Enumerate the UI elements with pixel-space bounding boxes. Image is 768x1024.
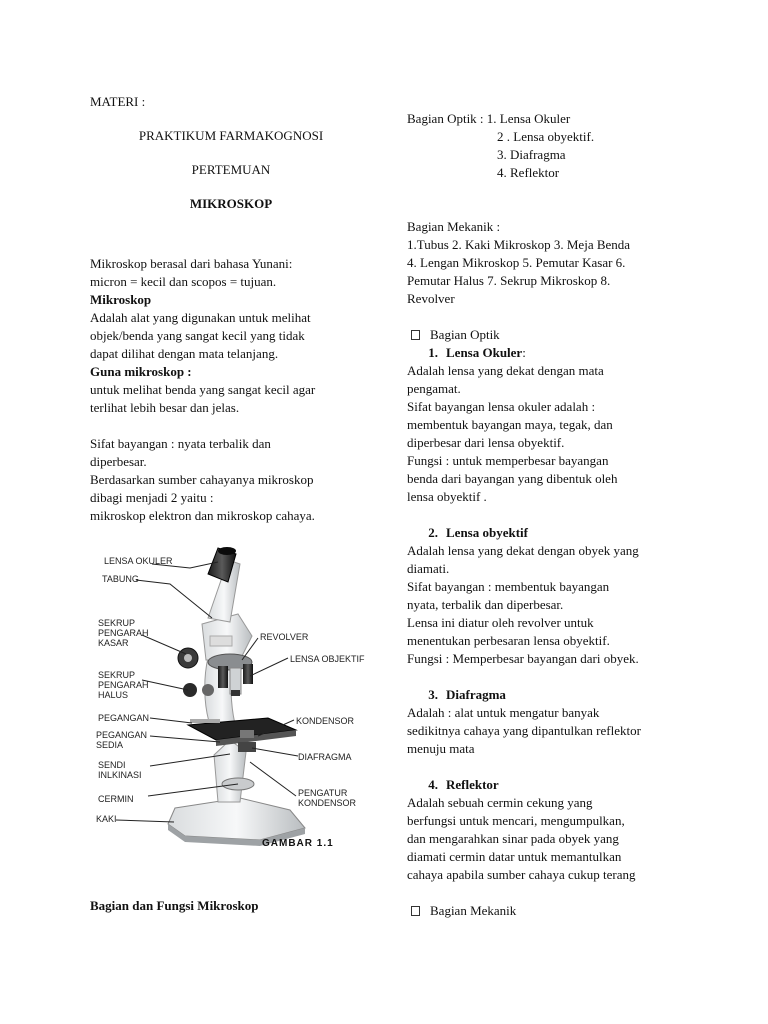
section-line: menentukan perbesaran lensa obyektif. — [407, 633, 610, 648]
label-tabung: TABUNG — [102, 574, 139, 584]
label-pegangan-sedia-1: PEGANGAN — [96, 730, 148, 740]
label-revolver: REVOLVER — [260, 632, 309, 642]
use-title: Guna mikroskop : — [90, 364, 192, 379]
mekanik-line: 4. Lengan Mikroskop 5. Pemutar Kasar 6. — [407, 255, 626, 270]
image-line: dibagi menjadi 2 yaitu : — [90, 490, 214, 505]
label-pengatur-1: PENGATUR — [298, 788, 348, 798]
label-lensa-objektif: LENSA OBJEKTIF — [290, 654, 365, 664]
image-line: Berdasarkan sumber cahayanya mikroskop — [90, 472, 314, 487]
section-line: Sifat bayangan : membentuk bayangan — [407, 579, 610, 594]
label-pengatur-2: KONDENSOR — [298, 798, 357, 808]
image-line: Sifat bayangan : nyata terbalik dan — [90, 436, 271, 451]
right-column — [407, 110, 697, 920]
section-line: Sifat bayangan lensa okuler adalah : — [407, 399, 596, 414]
section-heading-diafragma: 3. Diafragma — [428, 687, 506, 702]
use-line: terlihat lebih besar dan jelas. — [90, 400, 240, 415]
section-line: lensa obyektif . — [407, 489, 487, 504]
section-line: Adalah : alat untuk mengatur banyak — [407, 705, 600, 720]
microscope-drawing — [168, 547, 305, 846]
section-line: diamati. — [407, 561, 450, 576]
section-line: membentuk bayangan maya, tegak, dan — [407, 417, 613, 432]
optik-item: 2 . Lensa obyektif. — [497, 129, 595, 144]
label-sekrup-halus-2: PENGARAH — [98, 680, 149, 690]
optik-label: Bagian Optik : 1. Lensa Okuler — [407, 111, 571, 126]
label-sekrup-kasar-2: PENGARAH — [98, 628, 149, 638]
label-sendi-2: INLKINASI — [98, 770, 142, 780]
meeting-label: PERTEMUAN — [191, 162, 271, 177]
mekanik-title: Bagian Mekanik : — [407, 219, 501, 234]
section-heading-lensa-obyektif: 2. Lensa obyektif — [428, 525, 528, 540]
section-line: Lensa ini diatur oleh revolver untuk — [407, 615, 594, 630]
microscope-figure — [90, 540, 385, 855]
label-sekrup-kasar-1: SEKRUP — [98, 618, 136, 628]
label-pegangan-sedia-2: SEDIA — [96, 740, 124, 750]
section-heading-lensa-okuler: 1. Lensa Okuler : — [428, 345, 526, 360]
mekanik-line: 1.Tubus 2. Kaki Mikroskop 3. Meja Benda — [407, 237, 631, 252]
label-sekrup-kasar-3: KASAR — [98, 638, 129, 648]
left-footer-title: Bagian dan Fungsi Mikroskop — [90, 898, 259, 913]
course-title: PRAKTIKUM FARMAKOGNOSI — [138, 128, 324, 143]
section-line: dan mengarahkan sinar pada obyek yang — [407, 831, 619, 846]
label-sekrup-halus-1: SEKRUP — [98, 670, 136, 680]
mekanik-line: Revolver — [407, 291, 455, 306]
optik-item: 3. Diafragma — [497, 147, 566, 162]
section-line: berfungsi untuk mencari, mengumpulkan, — [407, 813, 625, 828]
section-line: diperbesar dari lensa obyektif. — [407, 435, 565, 450]
label-kaki: KAKI — [96, 814, 117, 824]
section-line: sedikitnya cahaya yang dipantulkan reflektor — [407, 723, 641, 738]
left-column — [90, 93, 372, 525]
checkbox-bullet-icon — [411, 330, 420, 340]
label-pegangan: PEGANGAN — [98, 713, 150, 723]
bullet-mekanik: Bagian Mekanik — [407, 902, 697, 920]
topic-title: MIKROSKOP — [189, 196, 273, 211]
definition-title: Mikroskop — [90, 292, 152, 307]
section-line: menuju mata — [407, 741, 475, 756]
bullet-optik: Bagian Optik — [407, 326, 697, 344]
section-line: Fungsi : Memperbesar bayangan dari obyek. — [407, 651, 639, 666]
definition-line: dapat dilihat dengan mata telanjang. — [90, 346, 279, 361]
label-diafragma: DIAFRAGMA — [298, 752, 352, 762]
materi-label: MATERI : — [90, 94, 146, 109]
intro-line-2: micron = kecil dan scopos = tujuan. — [90, 274, 277, 289]
definition-line: Adalah alat yang digunakan untuk melihat — [90, 310, 311, 325]
section-line: Adalah lensa yang dekat dengan obyek yang — [407, 543, 639, 558]
figure-labels-left — [96, 556, 173, 824]
optik-item: 4. Reflektor — [497, 165, 560, 180]
section-line: cahaya apabila sumber cahaya cukup terang — [407, 867, 636, 882]
label-sendi-1: SENDI — [98, 760, 126, 770]
label-lensa-okuler: LENSA OKULER — [104, 556, 173, 566]
figure-caption: GAMBAR 1.1 — [262, 838, 334, 849]
image-line: diperbesar. — [90, 454, 147, 469]
mekanik-line: Pemutar Halus 7. Sekrup Mikroskop 8. — [407, 273, 611, 288]
use-line: untuk melihat benda yang sangat kecil agar — [90, 382, 316, 397]
section-heading-reflektor: 4. Reflektor — [428, 777, 499, 792]
checkbox-bullet-icon — [411, 906, 420, 916]
section-line: benda dari bayangan yang dibentuk oleh — [407, 471, 618, 486]
label-cermin: CERMIN — [98, 794, 134, 804]
section-line: Adalah sebuah cermin cekung yang — [407, 795, 593, 810]
label-kondensor: KONDENSOR — [296, 716, 355, 726]
intro-line-1: Mikroskop berasal dari bahasa Yunani: — [90, 256, 293, 271]
section-line: Adalah lensa yang dekat dengan mata — [407, 363, 604, 378]
section-line: nyata, terbalik dan diperbesar. — [407, 597, 564, 612]
section-line: Fungsi : untuk memperbesar bayangan — [407, 453, 609, 468]
section-line: pengamat. — [407, 381, 461, 396]
section-line: diamati cermin datar untuk memantulkan — [407, 849, 622, 864]
definition-line: objek/benda yang sangat kecil yang tidak — [90, 328, 305, 343]
label-sekrup-halus-3: HALUS — [98, 690, 129, 700]
image-line: mikroskop elektron dan mikroskop cahaya. — [90, 508, 315, 523]
